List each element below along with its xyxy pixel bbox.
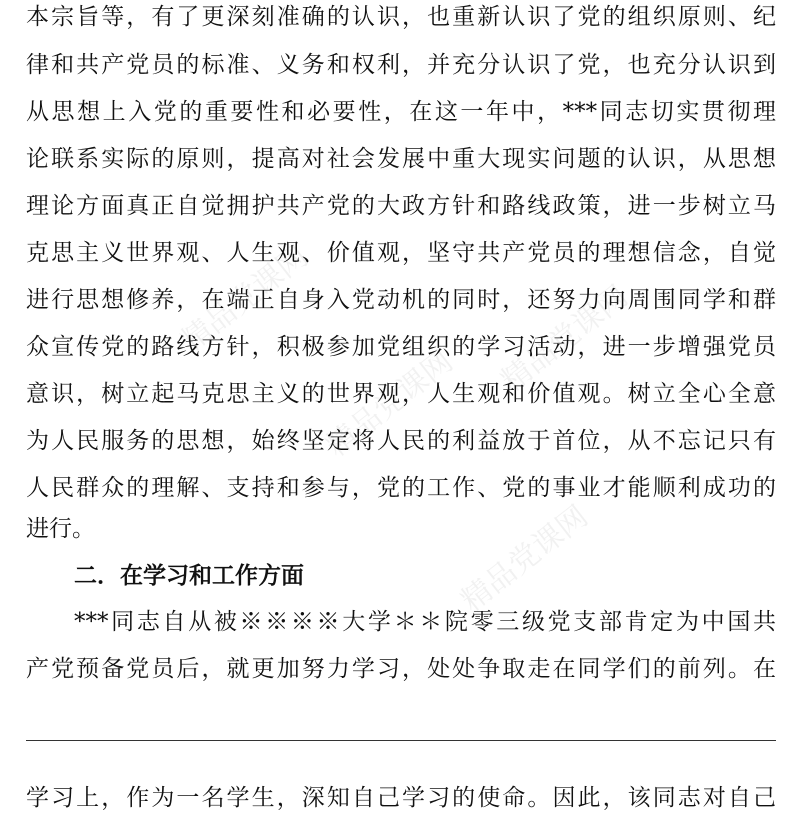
text-line: 产党预备党员后，就更加努力学习，处处争取走在同学们的前列。在 <box>26 656 776 682</box>
text-line: 克思主义世界观、人生观、价值观，坚守共产党员的理想信念，自觉 <box>26 240 776 266</box>
page-divider <box>26 740 776 741</box>
text-line: 理论方面真正自觉拥护共产党的大政方针和路线政策，进一步树立马 <box>26 193 776 219</box>
watermark: 精品党课网 <box>319 343 460 464</box>
text-line: 律和共产党员的标准、义务和权利，并充分认识了党，也充分认识到 <box>26 52 776 78</box>
text-line: 进行思想修养，在端正自身入党动机的同时，还努力向周围同学和群 <box>26 287 776 313</box>
watermark: 精品党课网 <box>174 238 315 359</box>
text-line: 意识，树立起马克思主义的世界观，人生观和价值观。树立全心全意 <box>26 381 776 407</box>
section-heading: 二．在学习和工作方面 <box>74 563 304 589</box>
watermark: 精品党课网 <box>494 278 635 399</box>
watermark: 精品党课网 <box>454 498 595 619</box>
text-line: 从思想上入党的重要性和必要性，在这一年中，***同志切实贯彻理 <box>26 99 776 125</box>
text-line: 进行。 <box>26 516 95 542</box>
text-line: 众宣传党的路线方针，积极参加党组织的学习活动，进一步增强党员 <box>26 334 776 360</box>
text-line: 为人民服务的思想，始终坚定将人民的利益放于首位，从不忘记只有 <box>26 428 776 454</box>
text-line: 论联系实际的原则，提高对社会发展中重大现实问题的认识，从思想 <box>26 146 776 172</box>
text-line: ***同志自从被※※※※大学＊＊院零三级党支部肯定为中国共 <box>74 609 776 635</box>
next-page-text-line: 学习上，作为一名学生，深知自己学习的使命。因此，该同志对自己 <box>26 785 776 811</box>
text-line: 人民群众的理解、支持和参与，党的工作、党的事业才能顺利成功的 <box>26 475 776 501</box>
text-line: 本宗旨等，有了更深刻准确的认识，也重新认识了党的组织原则、纪 <box>26 4 776 30</box>
